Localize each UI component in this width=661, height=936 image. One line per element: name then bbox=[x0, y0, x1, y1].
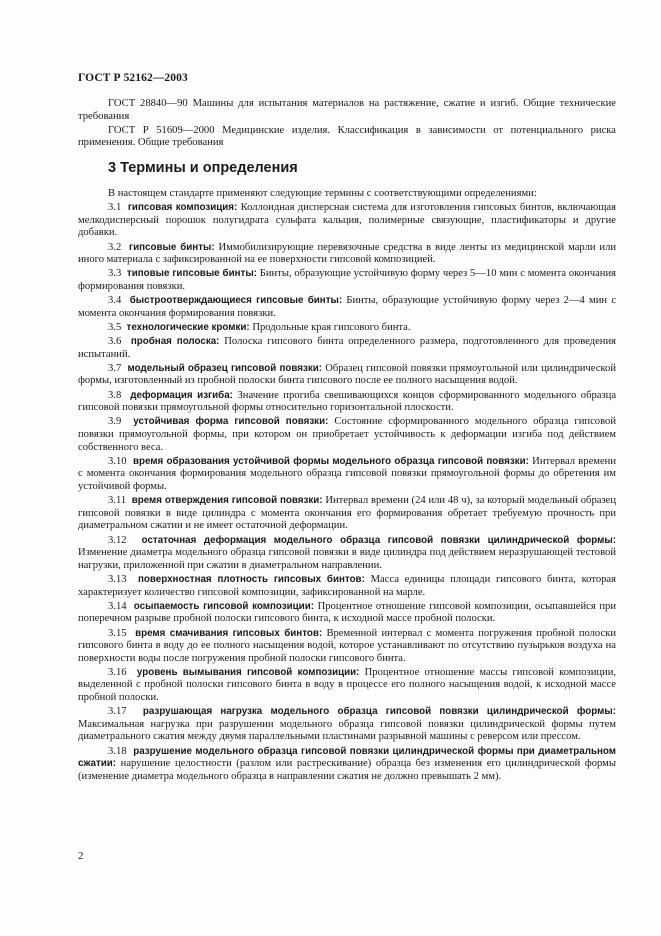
term-number: 3.3 bbox=[108, 268, 122, 280]
term-number: 3.10 bbox=[108, 455, 127, 467]
section-title: 3 Термины и определения bbox=[108, 160, 298, 176]
term-definition bbox=[78, 746, 616, 784]
term-definition bbox=[78, 574, 616, 599]
term-definition bbox=[78, 495, 616, 533]
term-definition bbox=[78, 295, 616, 320]
term-text: Иммобилизирующие перевязочные средства в виде ленты из медицинской марли или иного материала с зафиксированной на ее поверхности гипсовой композицией. bbox=[78, 241, 617, 266]
term-name: гипсовые бинты: bbox=[128, 241, 215, 253]
term-text: Интервал времени с момента окончания формирования модельного образца гипсовой повязки прямоугольной формы до обретения им устойчивой формы. bbox=[78, 455, 617, 492]
term-name: осыпаемость гипсовой композиции: bbox=[133, 600, 314, 612]
term-text: Временной интервал с момента погружения пробной полоски гипсового бинта в воду до ее полного насыщения водой, которое устанавливают по отсутствию пузырьков воздуха на поверхности воды после погружения пробной полоски гипсового бинта. bbox=[78, 627, 617, 664]
term-number: 3.7 bbox=[108, 362, 122, 374]
page-number: 2 bbox=[78, 850, 84, 862]
term-name: технологические кромки: bbox=[126, 321, 250, 333]
term-number: 3.17 bbox=[108, 706, 127, 718]
terms-section bbox=[78, 188, 616, 785]
term-number: 3.8 bbox=[108, 389, 122, 401]
term-number: 3.1 bbox=[108, 202, 122, 214]
term-definition bbox=[78, 416, 616, 454]
document-header: ГОСТ Р 52162—2003 bbox=[78, 72, 188, 84]
term-number: 3.2 bbox=[108, 241, 122, 253]
term-text: Полоска гипсового бинта определенного размера, подготовленного для проведения испытаний. bbox=[78, 336, 616, 360]
term-name: время смачивания гипсовых бинтов: bbox=[135, 627, 323, 639]
term-number: 3.5 bbox=[108, 321, 122, 333]
term-number: 3.14 bbox=[108, 600, 127, 612]
term-definition bbox=[78, 535, 616, 573]
term-name: остаточная деформация модельного образца гипсовой повязки цилиндрической формы: bbox=[141, 534, 617, 546]
term-name: время отверждения гипсовой повязки: bbox=[131, 495, 323, 507]
term-definition bbox=[78, 242, 616, 267]
term-number: 3.16 bbox=[108, 666, 127, 678]
intro-paragraph: В настоящем стандарте применяют следующие термины с соответствующими определениями: bbox=[108, 188, 537, 199]
term-text: Максимальная нагрузка при разрушении модельного образца гипсовой повязки цилиндрической формы путем диаметрального сжатия между двумя параллельными пластинами разрывной машины с реверсом или прессом. bbox=[78, 718, 616, 743]
term-text: Продольные края гипсового бинта. bbox=[252, 321, 411, 333]
term-text: Коллоидная дисперсная система для изготовления гипсовых бинтов, включающая мелкодисперсный порошок полугидрата сульфата кальция, полимерные связующие, пластификаторы и другие добавки. bbox=[78, 202, 616, 239]
term-definition bbox=[78, 628, 616, 666]
term-definition bbox=[78, 667, 616, 705]
term-text: Бинты, образующие устойчивую форму через 2—4 мин с момента окончания формирования повязки. bbox=[78, 295, 617, 319]
reference-item: ГОСТ Р 51609—2000 Медицинские изделия. Классификация в зависимости от потенциального риска применения. Общие требования bbox=[78, 124, 616, 149]
term-name: устойчивая форма гипсовой повязки: bbox=[133, 416, 329, 428]
term-definition bbox=[78, 336, 616, 361]
term-number: 3.6 bbox=[108, 336, 122, 348]
term-text: Процентное отношение гипсовой композиции, осыпавшейся при поперечном разрыве пробной полоски гипсового бинта, к исходной массе пробной полоски. bbox=[78, 600, 616, 625]
term-name: типовые гипсовые бинты: bbox=[126, 268, 257, 280]
normative-references bbox=[78, 98, 616, 152]
term-text: Состояние сформированного модельного образца гипсовой повязки прямоугольной формы, при котором он приобретает устойчивость к деформации изгиба под действием собственного веса. bbox=[78, 416, 616, 453]
term-name: разрушение модельного образца гипсовой повязки цилиндрической формы при диаметральном сжатии: bbox=[78, 745, 617, 770]
term-definition bbox=[78, 456, 616, 494]
term-text: Масса единицы площади гипсового бинта, которая характеризует количество гипсовой композиции, зафиксированной на марле. bbox=[78, 573, 617, 598]
term-definition bbox=[78, 202, 616, 240]
term-text: Значение прогиба свешивающихся концов сформированного модельного образца гипсовой повязки прямоугольной формы относительно горизонтальной плоскости. bbox=[78, 389, 617, 414]
term-number: 3.15 bbox=[108, 627, 127, 639]
term-definition bbox=[78, 268, 616, 293]
term-name: модельный образец гипсовой повязки: bbox=[127, 362, 323, 374]
term-number: 3.12 bbox=[108, 534, 127, 546]
term-name: поверхностная плотность гипсовых бинтов: bbox=[138, 573, 365, 585]
reference-item: ГОСТ 28840—90 Машины для испытания материалов на растяжение, сжатие и изгиб. Общие технические требования bbox=[78, 98, 616, 122]
term-definition bbox=[78, 390, 616, 415]
term-text: Изменение диаметра модельного образца гипсовой повязки в виде цилиндра под действием неразрушающей тестовой нагрузки, приложенной при сжатии в диаметральном направлении. bbox=[78, 547, 616, 571]
term-name: разрушающая нагрузка модельного образца гипсовой повязки цилиндрической формы: bbox=[142, 706, 617, 718]
term-name: уровень вымывания гипсовой композиции: bbox=[136, 666, 360, 678]
term-number: 3.13 bbox=[108, 573, 127, 585]
term-text: Образец гипсовой повязки прямоугольной или цилиндрической формы, изготовленный из пробной полоски бинта гипсового после ее полного насыщения водой. bbox=[78, 362, 617, 387]
term-name: быстроотверждающиеся гипсовые бинты: bbox=[129, 295, 343, 307]
term-definition bbox=[78, 363, 616, 388]
term-text: Интервал времени (24 или 48 ч), за который модельный образец гипсовой повязки в виде цилиндра с момента окончания его формирования обретает требуемую прочность при диаметральном сжатии и не имеет остаточной деформации. bbox=[78, 495, 617, 532]
term-name: деформация изгиба: bbox=[130, 389, 233, 401]
term-number: 3.4 bbox=[108, 295, 122, 307]
term-definition bbox=[78, 322, 616, 335]
term-number: 3.18 bbox=[108, 745, 127, 757]
term-definition bbox=[78, 706, 616, 744]
term-text: Бинты, образующие устойчивую форму через 5—10 мин с момента окончания формирования повязки. bbox=[78, 268, 616, 292]
term-number: 3.9 bbox=[108, 416, 122, 428]
term-definition bbox=[78, 601, 616, 626]
term-name: гипсовая композиция: bbox=[127, 202, 238, 214]
term-number: 3.11 bbox=[108, 495, 127, 507]
term-text: нарушение целостности (разлом или растрескивание) образца без изменения его цилиндрической формы (изменение диаметра модельного образца в направлении сжатия не должно превышать 2 мм). bbox=[78, 758, 616, 782]
term-name: время образования устойчивой формы модельного образца гипсовой повязки: bbox=[132, 455, 529, 467]
term-text: Процентное отношение массы гипсовой композиции, выделенной с пробной полоски гипсового бинта в воду в процессе его полного насыщения водой, к исходной массе пробной полоски. bbox=[78, 666, 617, 704]
term-name: пробная полоска: bbox=[130, 336, 220, 348]
